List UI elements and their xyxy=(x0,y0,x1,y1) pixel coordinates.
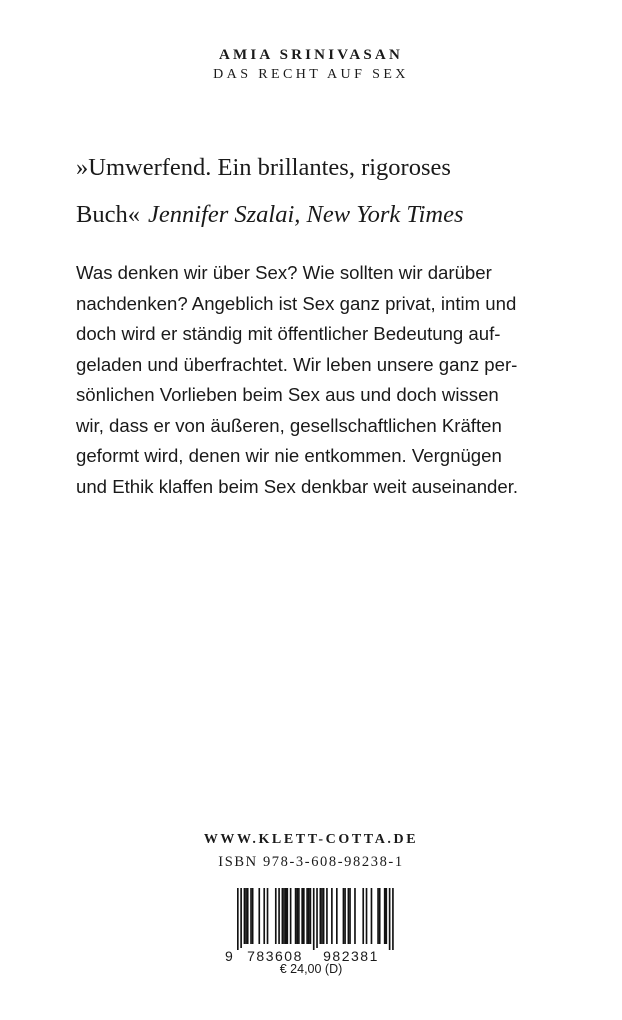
quote-text: Buch« xyxy=(76,201,140,228)
barcode-first-digit: 9 xyxy=(225,948,235,964)
barcode-bar xyxy=(278,888,280,944)
blurb-line: und Ethik klaffen beim Sex denkbar weit auseinander. xyxy=(76,475,519,497)
blurb-line: Was denken wir über Sex? Wie sollten wir darüber xyxy=(76,262,492,283)
quote-source: Jennifer Szalai, New York Times xyxy=(147,201,464,228)
price-label: € 24,00 (D) xyxy=(279,962,343,976)
blurb-line: doch wird er ständig mit öffentlicher Bedeutung auf- xyxy=(76,323,501,344)
barcode-bar xyxy=(321,888,323,944)
barcode-bar xyxy=(303,888,305,944)
barcode-bar xyxy=(240,888,242,950)
barcode-bar xyxy=(247,888,249,944)
barcode-bar xyxy=(237,888,239,950)
barcode-bar xyxy=(258,888,260,944)
barcode-bar xyxy=(366,888,368,944)
barcode-bar xyxy=(349,888,351,944)
barcode-bar xyxy=(287,888,289,944)
blurb-line: nachdenken? Angeblich ist Sex ganz privat, intim und xyxy=(76,292,517,314)
barcode-bar xyxy=(285,888,287,944)
barcode-bar xyxy=(323,888,325,944)
quote-line-2 xyxy=(76,191,556,238)
barcode-bar xyxy=(282,888,284,944)
barcode-bar xyxy=(343,888,345,944)
barcode-bar xyxy=(371,888,373,944)
barcode-bar xyxy=(384,888,386,944)
blurb-text xyxy=(76,258,566,502)
quote-line-1: »Umwerfend. Ein brillantes, rigoroses xyxy=(76,154,451,181)
barcode-bar xyxy=(252,888,254,944)
barcode-bar xyxy=(326,888,328,944)
barcode-bar xyxy=(389,888,391,950)
barcode-bar xyxy=(354,888,356,944)
barcode-bar xyxy=(386,888,388,944)
barcode-bar xyxy=(298,888,300,944)
barcode-bar xyxy=(392,888,394,950)
isbn-number: ISBN 978-3-608-98238-1 xyxy=(218,854,404,870)
barcode-bar xyxy=(313,888,315,950)
publisher-website: WWW.KLETT-COTTA.DE xyxy=(203,832,419,847)
barcode-bar xyxy=(301,888,303,944)
barcode-bar xyxy=(244,888,246,944)
barcode-bar xyxy=(283,888,285,944)
barcode-bar xyxy=(295,888,297,944)
barcode-bar xyxy=(320,888,322,944)
barcode-bar xyxy=(306,888,308,944)
barcode-bar xyxy=(263,888,265,944)
barcode-bar xyxy=(290,888,292,944)
blurb-line: wir, dass er von äußeren, gesellschaftlichen Kräften xyxy=(76,414,502,436)
barcode-bar xyxy=(331,888,333,944)
barcode-bar xyxy=(377,888,379,944)
barcode-bar xyxy=(336,888,338,944)
barcode-bar xyxy=(275,888,277,944)
barcode-bar xyxy=(348,888,350,944)
barcode-bar xyxy=(344,888,346,944)
barcode xyxy=(225,888,395,964)
barcode-right-digits: 982381 xyxy=(315,948,387,964)
barcode-bar xyxy=(308,888,310,944)
blurb-line: sönlichen Vorlieben beim Sex aus und doch wissen xyxy=(76,384,499,405)
cover-header xyxy=(0,47,622,83)
press-quote xyxy=(76,144,556,238)
cover-footer xyxy=(0,832,622,871)
blurb-line: geladen und überfrachtet. Wir leben unsere ganz per- xyxy=(76,353,518,375)
author-name: AMIA SRINIVASAN xyxy=(218,47,403,63)
barcode-left-digits: 783608 xyxy=(239,948,311,964)
blurb-line: geformt wird, denen wir nie entkommen. Vergnügen xyxy=(76,445,502,466)
barcode-bars xyxy=(225,888,395,950)
barcode-bar xyxy=(296,888,298,944)
book-title: DAS RECHT AUF SEX xyxy=(213,67,409,82)
barcode-bar xyxy=(245,888,247,944)
barcode-bar xyxy=(316,888,318,950)
barcode-bar xyxy=(250,888,252,944)
barcode-bar xyxy=(310,888,312,944)
barcode-bar xyxy=(267,888,269,944)
barcode-bar xyxy=(362,888,364,944)
barcode-bar xyxy=(379,888,381,944)
